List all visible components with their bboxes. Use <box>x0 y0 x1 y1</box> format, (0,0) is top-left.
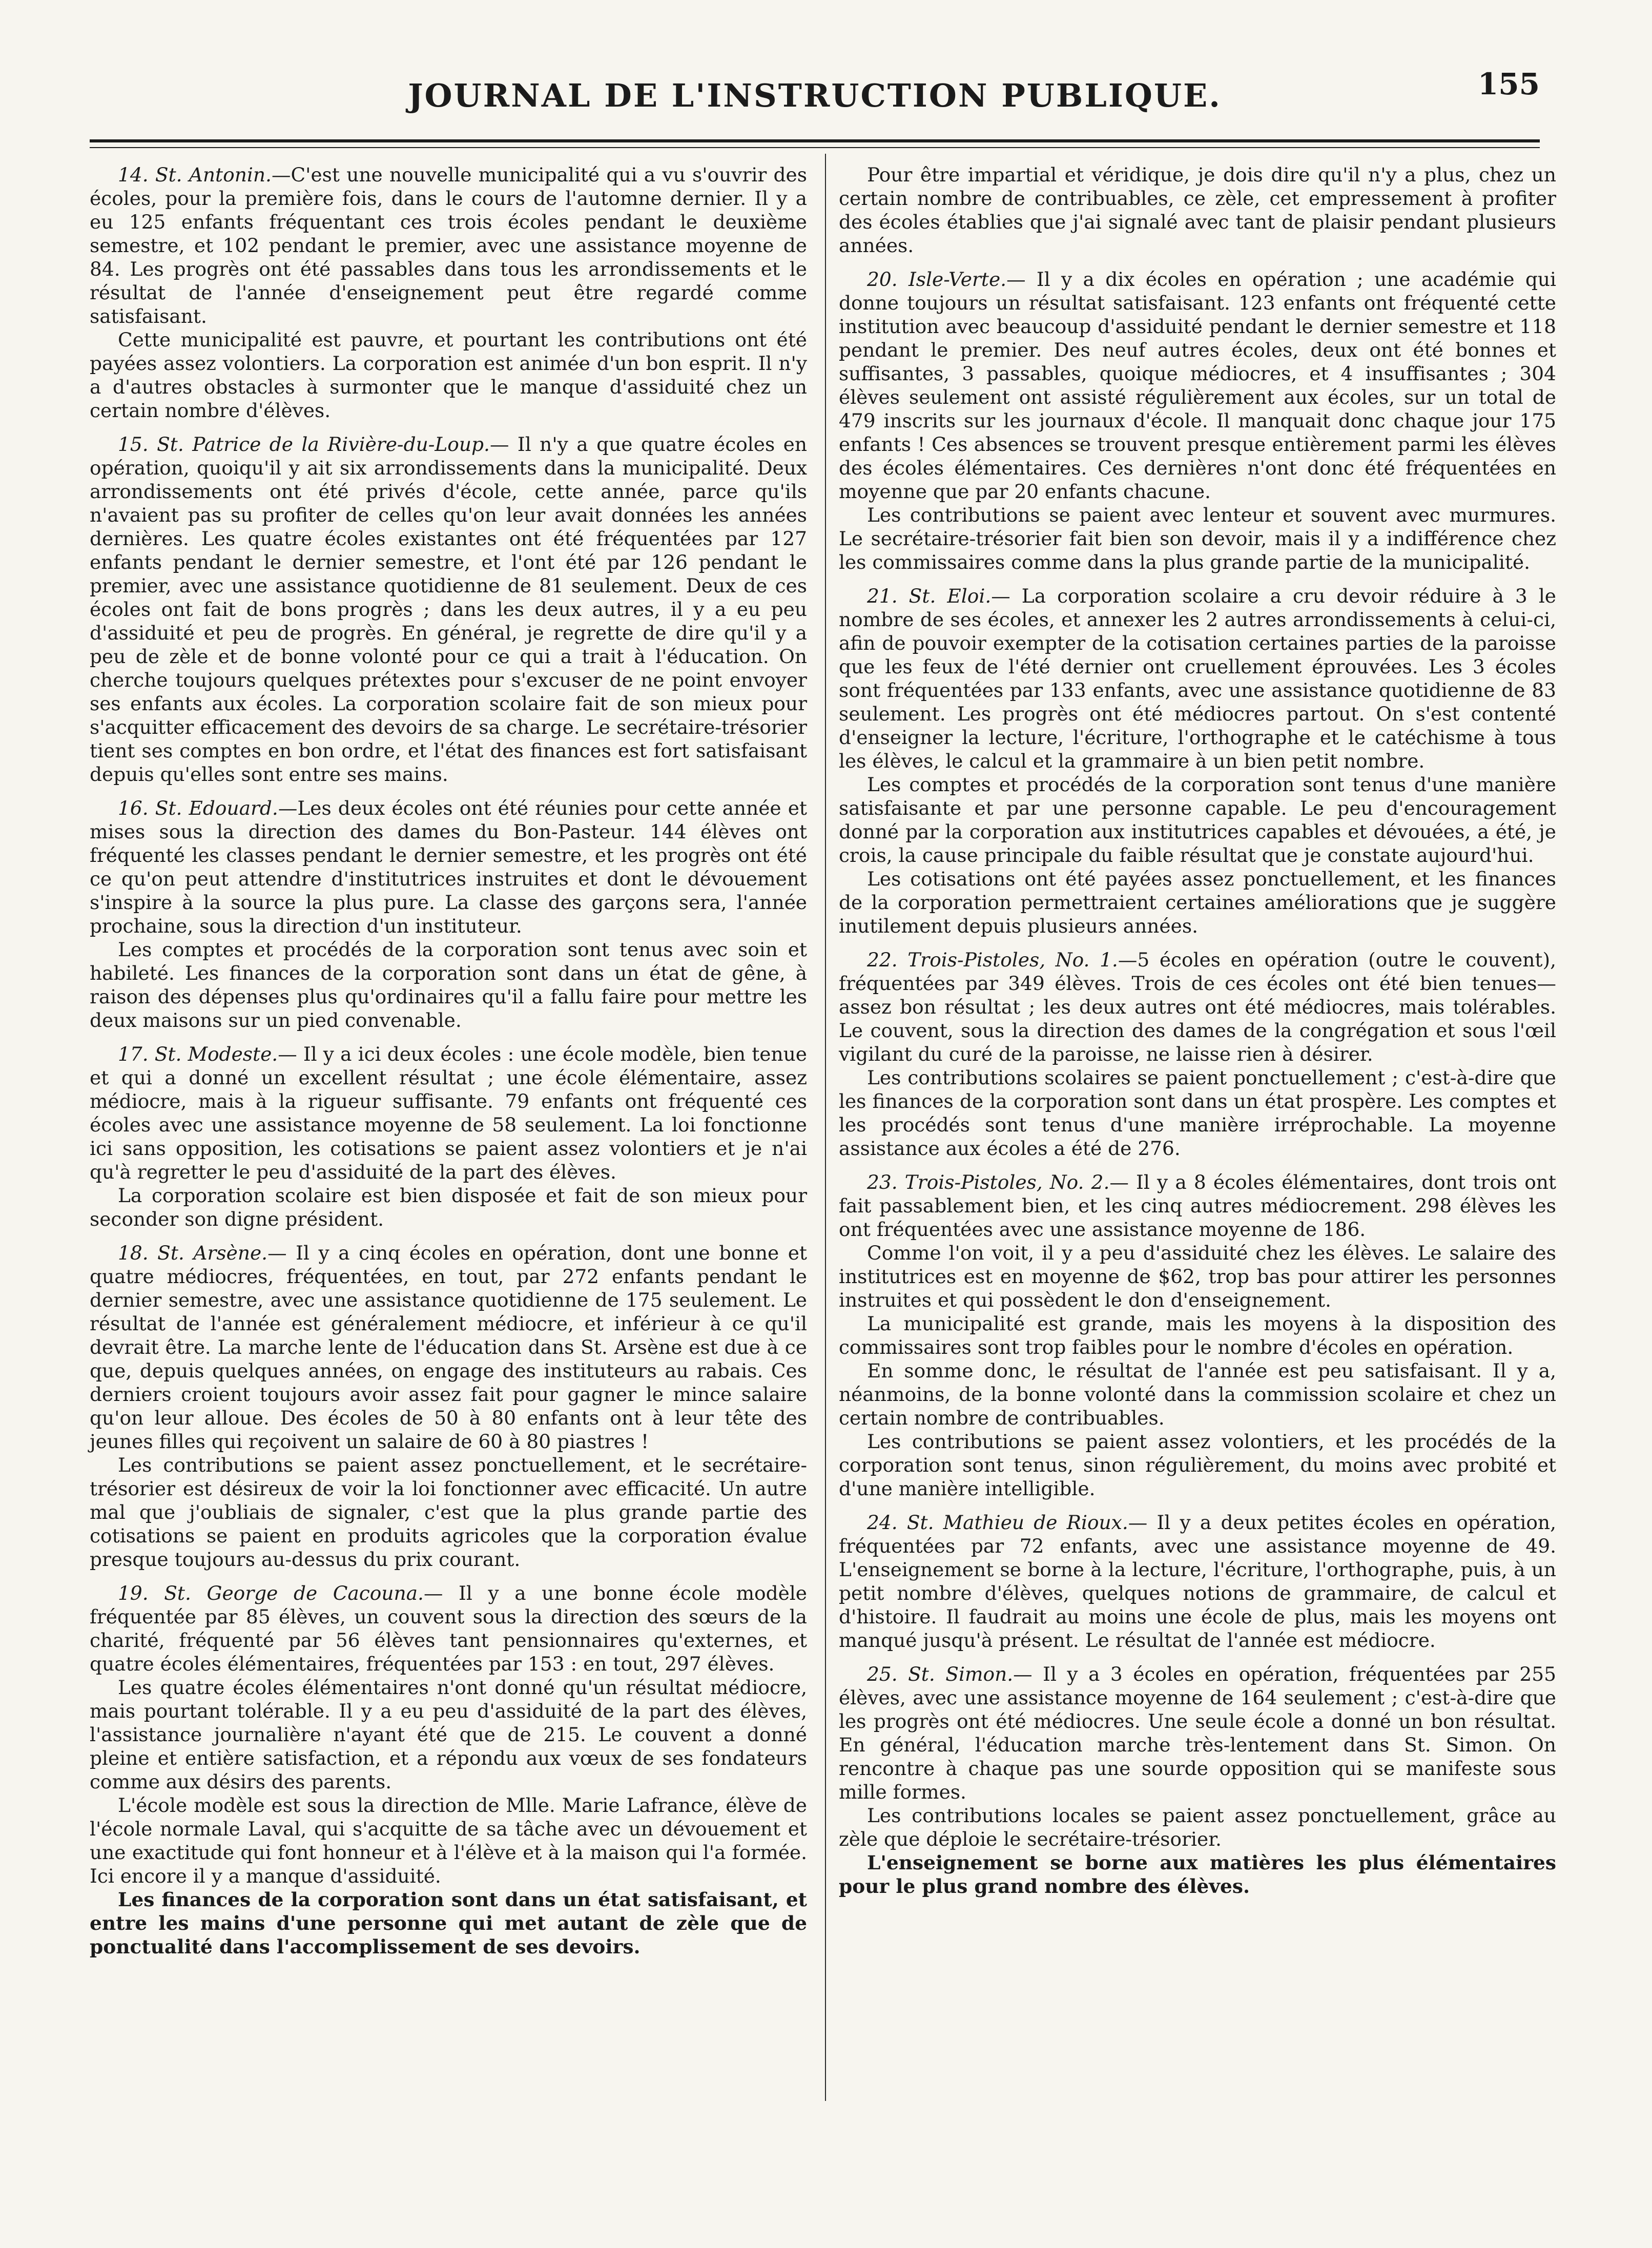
entry-text: Les cotisations ont été payées assez ponctuellement, et les finances de la corporation permettraient certaines améliorations que je suggère inutilement depuis plusieurs années. <box>839 868 1556 937</box>
entry-text: Les contributions scolaires se paient ponctuellement ; c'est-à-dire que les finances de la corporation sont dans un état prospère. Les comptes et les procédés sont tenus d'une manière irréprochable. La moyenne assistance aux écoles a été de 276. <box>839 1066 1556 1160</box>
entry-heading: 15. St. Patrice de la Rivière-du-Loup. <box>118 433 490 456</box>
entry-heading: 22. Trois-Pistoles, No. 1. <box>867 948 1118 971</box>
report-entry <box>839 1170 1556 1241</box>
entry-heading: 19. St. George de Cacouna. <box>118 1582 424 1604</box>
entry-text: Les contributions se paient assez ponctuellement, et le secrétaire-trésorier est désireux de voir la loi fonctionner avec efficacité. Un autre mal que j'oubliais de signaler, c'est que la plus grande partie des cotisations se paient en produits agricoles que la corporation évalue presque toujours au-dessus du prix courant. <box>90 1454 807 1571</box>
entry-text: Pour être impartial et véridique, je dois dire qu'il n'y a plus, chez un certain nombre de contribuables, ce zèle, cet empressement à profiter des écoles établies que j'ai signalé avec tant de plaisir pendant plusieurs années. <box>839 163 1556 257</box>
entry-text: Les contributions locales se paient assez ponctuellement, grâce au zèle que déploie le secrétaire-trésorier. <box>839 1804 1556 1850</box>
report-paragraph <box>839 1312 1556 1359</box>
page-header <box>90 67 1540 123</box>
report-entry <box>90 1042 807 1184</box>
report-entry <box>90 796 807 938</box>
report-paragraph <box>839 1430 1556 1500</box>
entry-text: En somme donc, le résultat de l'année est peu satisfaisant. Il y a, néanmoins, de la bonne volonté dans la commission scolaire et chez un certain nombre de contribuables. <box>839 1359 1556 1429</box>
entry-text: Les contributions se paient avec lenteur et souvent avec murmures. Le secrétaire-trésorier fait bien son devoir, mais il y a indifférence chez les commissaires comme dans la plus grande partie de la municipalité. <box>839 504 1556 573</box>
report-entry <box>839 1511 1556 1652</box>
entry-text: — Il y a dix écoles en opération ; une académie qui donne toujours un résultat satisfaisant. 123 enfants ont fréquenté cette institution avec beaucoup d'assiduité pendant le dernier semestre et 118 pendant le premier. Des neuf autres écoles, deux ont été bonnes et suffisantes, 3 passables, quoique médiocres, et 4 insuffisantes ; 304 élèves seulement ont assisté régulièrement aux écoles, sur un total de 479 inscrits sur les journaux d'école. Il manquait donc chaque jour 175 enfants ! Ces absences se trouvent presque entièrement parmi les élèves des écoles élémentaires. Ces dernières n'ont donc été fréquentées en moyenne que par 20 enfants chacune. <box>839 268 1557 503</box>
entry-text: L'enseignement se borne aux matières les plus élémentaires pour le plus grand nombre des élèves. <box>839 1851 1556 1898</box>
entry-text: — Il y a une bonne école modèle fréquentée par 85 élèves, un couvent sous la direction des sœurs de la charité, fréquenté par 56 élèves tant pensionnaires qu'externes, et quatre écoles élémentaires, fréquentées par 153 : en tout, 297 élèves. <box>90 1582 807 1675</box>
report-paragraph <box>839 1359 1556 1430</box>
entry-text: Cette municipalité est pauvre, et pourtant les contributions ont été payées assez volontiers. La corporation est animée d'un bon esprit. Il n'y a d'autres obstacles à surmonter que le manque d'assiduité chez un certain nombre d'élèves. <box>90 328 807 422</box>
header-rule-thick <box>90 139 1540 142</box>
report-entry <box>839 948 1556 1066</box>
report-entry <box>90 1581 807 1676</box>
entry-text: La municipalité est grande, mais les moyens à la disposition des commissaires sont trop faibles pour le nombre d'écoles en opération. <box>839 1312 1556 1358</box>
report-paragraph <box>90 1184 807 1231</box>
left-column <box>90 163 807 1958</box>
entry-heading: 20. Isle-Verte. <box>867 268 1007 291</box>
entry-heading: 14. St. Antonin. <box>118 163 272 186</box>
report-paragraph <box>839 1241 1556 1312</box>
right-column <box>839 163 1556 1898</box>
report-entry <box>90 432 807 786</box>
entry-heading: 18. St. Arsène. <box>118 1242 268 1264</box>
entry-text: — Il n'y a que quatre écoles en opération, quoiqu'il y ait six arrondissements dans la municipalité. Deux arrondissements ont été privés d'école, cette année, parce qu'ils n'avaient pas su profiter de celles qu'on leur avait données les années dernières. Les quatre écoles existantes ont été fréquentées par 127 enfants pendant le dernier semestre, et l'ont été par 126 pendant le premier, avec une assistance quotidienne de 81 seulement. Deux de ces écoles ont fait de bons progrès ; dans les deux autres, il y a eu peu d'assiduité et peu de progrès. En général, je regrette de dire qu'il y a peu de zèle et de bonne volonté pour ce qui a trait à l'éducation. On cherche toujours quelques prétextes pour s'excuser de ne point envoyer ses enfants aux écoles. La corporation scolaire fait de son mieux pour s'acquitter efficacement des devoirs de sa charge. Le secrétaire-trésorier tient ses comptes en bon ordre, et l'état des finances est fort satisfaisant depuis qu'elles sont entre ses mains. <box>90 433 807 786</box>
header-rule-thin <box>90 147 1540 148</box>
entry-text: Les finances de la corporation sont dans un état satisfaisant, et entre les mains d'une personne qui met autant de zèle que de ponctualité dans l'accomplissement de ses devoirs. <box>90 1888 807 1958</box>
report-paragraph <box>90 1888 807 1958</box>
report-entry <box>839 267 1556 503</box>
entry-text: —C'est une nouvelle municipalité qui a vu s'ouvrir des écoles, pour la première fois, dans le cours de l'automne dernier. Il y a eu 125 enfants fréquentant ces trois écoles pendant le deuxième semestre, et 102 pendant le premier, avec une assistance moyenne de 84. Les progrès ont été passables dans tous les arrondissements et le résultat de l'année d'enseignement peut être regardé comme satisfaisant. <box>90 163 807 327</box>
entry-text: — La corporation scolaire a cru devoir réduire à 3 le nombre de ses écoles, et annexer les 2 autres arrondissements à celui-ci, afin de pouvoir exempter de la cotisation certaines parties de la paroisse que les feux de l'été dernier ont cruellement éprouvées. Les 3 écoles sont fréquentées par 133 enfants, avec une assistance quotidienne de 83 seulement. Les progrès ont été médiocres partout. On s'est contenté d'enseigner la lecture, l'écriture, l'orthographe et le catéchisme à tous les élèves, le calcul et la grammaire à un bien petit nombre. <box>839 585 1557 772</box>
report-paragraph <box>839 1804 1556 1851</box>
entry-text: La corporation scolaire est bien disposée et fait de son mieux pour seconder son digne président. <box>90 1184 807 1230</box>
entry-text: — Il y a 8 écoles élémentaires, dont trois ont fait passablement bien, et les cinq autres médiocrement. 298 élèves les ont fréquentées avec une assistance moyenne de 186. <box>839 1171 1556 1241</box>
entry-text: —Les deux écoles ont été réunies pour cette année et mises sous la direction des dames du Bon-Pasteur. 144 élèves ont fréquenté les classes pendant le dernier semestre, et les progrès ont été ce qu'on peut attendre d'institutrices instruites et dont le dévouement s'inspire à la source la plus pure. La classe des garçons sera, l'année prochaine, sous la direction d'un instituteur. <box>90 797 807 937</box>
entry-text: L'école modèle est sous la direction de Mlle. Marie Lafrance, élève de l'école normale Laval, qui s'acquitte de sa tâche avec un dévouement et une exactitude qui font honneur et à l'élève et à la maison qui l'a formée. Ici encore il y a manque d'assiduité. <box>90 1794 807 1887</box>
report-paragraph <box>90 1793 807 1888</box>
report-paragraph <box>90 938 807 1032</box>
report-paragraph <box>90 1453 807 1571</box>
entry-text: Les contributions se paient assez volontiers, et les procédés de la corporation sont tenus, sinon régulièrement, du moins avec probité et d'une manière intelligible. <box>839 1430 1556 1500</box>
report-paragraph <box>839 773 1556 867</box>
entry-text: — Il y a 3 écoles en opération, fréquentées par 255 élèves, avec une assistance moyenne de 164 seulement ; c'est-à-dire que les progrès ont été médiocres. Une seule école a donné un bon résultat. En général, l'éducation marche très-lentement dans St. Simon. On rencontre à chaque pas une sourde opposition qui se manifeste sous mille formes. <box>839 1663 1556 1803</box>
entry-text: Les comptes et procédés de la corporation sont tenus d'une manière satisfaisante et par une personne capable. Le peu d'encouragement donné par la corporation aux institutrices capables et dévouées, a été, je crois, la cause principale du faible résultat que je constate aujourd'hui. <box>839 773 1556 867</box>
report-paragraph <box>90 328 807 422</box>
report-paragraph <box>839 163 1556 257</box>
report-paragraph <box>839 503 1556 574</box>
report-entry <box>90 1241 807 1453</box>
entry-text: — Il y a cinq écoles en opération, dont une bonne et quatre médiocres, fréquentées, en tout, par 272 enfants pendant le dernier semestre, avec une assistance quotidienne de 175 seulement. Le résultat de l'année est généralement médiocre, et inférieur à ce qu'il devrait être. La marche lente de l'éducation dans St. Arsène est due à ce que, depuis quelques années, on engage des instituteurs au rabais. Ces derniers croient toujours avoir assez fait pour gagner le mince salaire qu'on leur alloue. Des écoles de 50 à 80 enfants ont à leur tête des jeunes filles qui reçoivent un salaire de 60 à 80 piastres ! <box>90 1242 807 1453</box>
entry-heading: 24. St. Mathieu de Rioux. <box>867 1511 1128 1534</box>
entry-heading: 16. St. Edouard. <box>118 797 278 819</box>
column-divider <box>825 154 826 2101</box>
entry-text: — Il y a ici deux écoles : une école modèle, bien tenue et qui a donné un excellent résultat ; une école élémentaire, assez médiocre, mais à la rigueur suffisante. 79 enfants ont fréquenté ces écoles avec une assistance moyenne de 58 seulement. La loi fonctionne ici sans opposition, les cotisations se paient assez volontiers et je n'ai qu'à regretter le peu d'assiduité de la part des élèves. <box>90 1043 807 1183</box>
report-paragraph <box>90 1676 807 1793</box>
entry-text: Les comptes et procédés de la corporation sont tenus avec soin et habileté. Les finances de la corporation sont dans un état de gêne, à raison des dépenses plus qu'ordinaires qu'il a fallu faire pour mettre les deux maisons sur un pied convenable. <box>90 938 807 1032</box>
report-entry <box>839 584 1556 773</box>
entry-heading: 21. St. Eloi. <box>867 585 992 607</box>
report-paragraph <box>839 1851 1556 1898</box>
page-number: 155 <box>1477 67 1540 101</box>
report-entry <box>839 1662 1556 1804</box>
entry-text: Comme l'on voit, il y a peu d'assiduité chez les élèves. Le salaire des institutrices est en moyenne de $62, trop bas pour attirer les personnes instruites et qui possèdent le don d'enseignement. <box>839 1242 1556 1311</box>
entry-heading: 23. Trois-Pistoles, No. 2. <box>867 1171 1110 1193</box>
report-entry <box>90 163 807 328</box>
journal-title: JOURNAL DE L'INSTRUCTION PUBLIQUE. <box>408 77 1222 114</box>
entry-text: — Il y a deux petites écoles en opération, fréquentées par 72 enfants, avec une assistance moyenne de 49. L'enseignement se borne à la lecture, l'écriture, l'orthographe, puis, à un petit nombre d'élèves, quelques notions de grammaire, de calcul et d'histoire. Il faudrait au moins une école de plus, mais les moyens ont manqué jusqu'à présent. Le résultat de l'année est médiocre. <box>839 1511 1556 1652</box>
entry-heading: 17. St. Modeste. <box>118 1043 278 1065</box>
entry-text: —5 écoles en opération (outre le couvent), fréquentées par 349 élèves. Trois de ces écoles ont été bien tenues—assez bon résultat ; les deux autres ont été médiocres, mais tolérables. Le couvent, sous la direction des dames de la congrégation et sous l'œil vigilant du curé de la paroisse, ne laisse rien à désirer. <box>839 948 1557 1065</box>
report-paragraph <box>839 1066 1556 1160</box>
entry-text: Les quatre écoles élémentaires n'ont donné qu'un résultat médiocre, mais pourtant tolérable. Il y a eu peu d'assiduité de la part des élèves, l'assistance journalière n'ayant été que de 215. Le couvent a donné pleine et entière satisfaction, et a répondu aux vœux de ses fondateurs comme aux désirs des parents. <box>90 1676 807 1793</box>
report-paragraph <box>839 867 1556 938</box>
entry-heading: 25. St. Simon. <box>867 1663 1014 1685</box>
